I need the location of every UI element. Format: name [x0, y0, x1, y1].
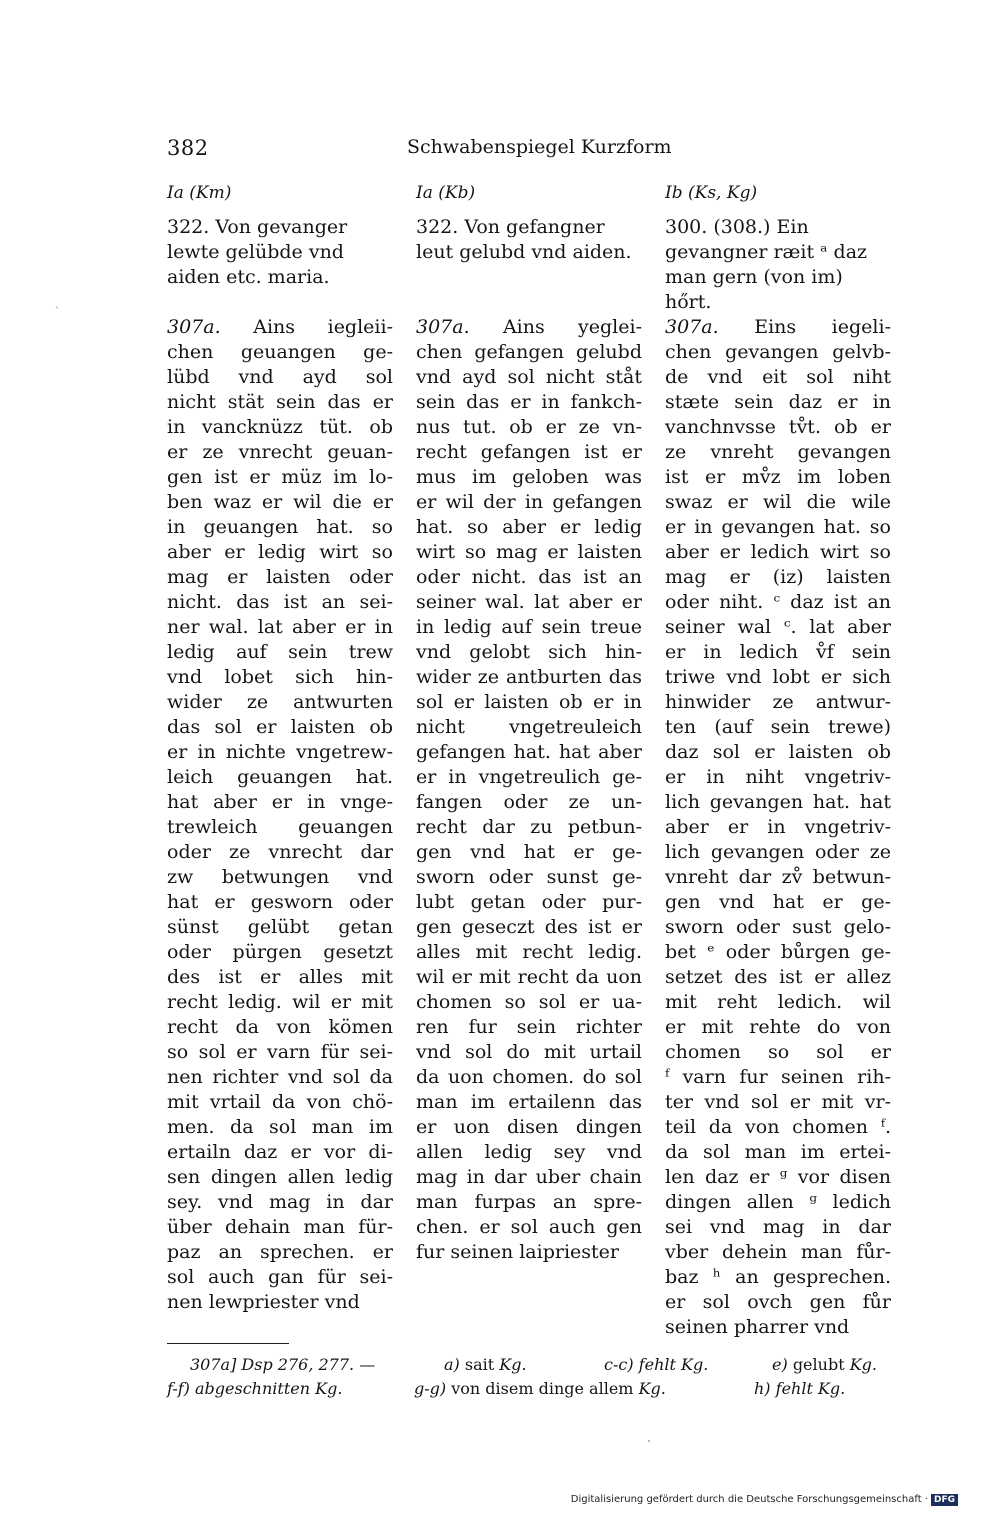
text-line: da uon chomen. do sol	[416, 1066, 642, 1088]
text-line: chen gefangen gelubd	[416, 341, 642, 363]
margin-tick: `	[55, 307, 60, 318]
text-line: er mit rehte do von	[665, 1016, 891, 1038]
text-line: stæte sein daz er in	[665, 391, 891, 413]
section-number: 307a.	[665, 316, 719, 338]
text-line: mit reht ledich. wil	[665, 991, 891, 1013]
footnote-ms: Kg.	[849, 1355, 877, 1374]
text-line: mag er (iz) laisten	[665, 566, 891, 588]
text-line: triwe vnd lobt er sich	[665, 666, 891, 688]
text-line: baz ʰ an gesprechen.	[665, 1266, 891, 1288]
heading-line: aiden etc. maria.	[167, 266, 330, 288]
text-line: in geuangen hat. so	[167, 516, 393, 538]
scan-dot	[648, 1440, 650, 1442]
footnote-text: von disem dinge allem	[451, 1379, 634, 1398]
text-line: wider ze antwurten	[167, 691, 393, 713]
text-line: bet ᵉ oder bůrgen ge-	[665, 941, 891, 963]
text-line: mag er laisten oder	[167, 566, 393, 588]
text-line: fur seinen laipriester	[416, 1241, 619, 1263]
text-line: lübd vnd ayd sol	[167, 366, 393, 388]
text-line: ertailn daz er vor di-	[167, 1141, 393, 1163]
chapter-heading	[167, 215, 393, 290]
text-line: ner wal. lat aber er in	[167, 616, 393, 638]
text-line: recht ledig. wil er mit	[167, 991, 393, 1013]
text-line: in ledig auf sein treue	[416, 616, 642, 638]
text-line: sen dingen allen ledig	[167, 1166, 393, 1188]
heading-line: 322. Von gefangner	[416, 216, 605, 238]
text-line: sol er laisten ob er in	[416, 691, 642, 713]
text-line: vnreht dar zv̊ betwun-	[665, 866, 891, 888]
heading-line: lewte gelübde vnd	[167, 241, 344, 263]
footnote-marker: c-c)	[604, 1355, 634, 1374]
text-line: setzet des ist er allez	[665, 966, 891, 988]
text-line: alles mit recht ledig.	[416, 941, 642, 963]
text-line: seiner wal. lat aber er	[416, 591, 642, 613]
text-line: vnd sol do mit urtail	[416, 1041, 642, 1063]
text-line: gen vnd hat er ge-	[665, 891, 891, 913]
text-line: leich geuangen hat.	[167, 766, 393, 788]
text-line: so sol er varn für sei-	[167, 1041, 393, 1063]
text-line: chomen so sol er ua-	[416, 991, 642, 1013]
section-number: 307a.	[167, 316, 221, 338]
footnote-source: 307a] Dsp 276, 277. —	[190, 1355, 376, 1374]
text-line: hat. so aber er ledig	[416, 516, 642, 538]
text-line: recht gefangen ist er	[416, 441, 642, 463]
text-line: sol auch gan für sei-	[167, 1266, 393, 1288]
text-line: gen vnd hat er ge-	[416, 841, 642, 863]
text-line: 307a. Eins iegeli-	[665, 316, 891, 338]
heading-line: hőrt.	[665, 291, 712, 313]
footnote-c	[604, 1355, 708, 1374]
text-line: lubt getan oder pur-	[416, 891, 642, 913]
text-line: er in ledich v̊f sein	[665, 641, 891, 663]
text-line: hinwider ze antwur-	[665, 691, 891, 713]
text-line: vber dehein man fůr-	[665, 1241, 891, 1263]
siglum: Ia (Km)	[167, 183, 232, 203]
text-line: er uon disen dingen	[416, 1116, 642, 1138]
text-line: seinen pharrer vnd	[665, 1316, 850, 1338]
text-line: lich gevangen hat. hat	[665, 791, 891, 813]
text-line: mus im geloben was	[416, 466, 642, 488]
footnote-text: gelubt	[792, 1355, 845, 1374]
text-line: teil da von chomen ᶠ.	[665, 1116, 891, 1138]
text-line: men. da sol man im	[167, 1116, 393, 1138]
heading-line: leut gelubd vnd aiden.	[416, 241, 632, 263]
text-line: gefangen hat. hat aber	[416, 741, 642, 763]
text-line: aber er ledich wirt so	[665, 541, 891, 563]
text-line: man im ertailenn das	[416, 1091, 642, 1113]
text-line: über dehain man für-	[167, 1216, 393, 1238]
credit-text: Digitalisierung gefördert durch die Deutsche Forschungsgemeinschaft ·	[570, 1494, 928, 1505]
text-line: in vancknüzz tüt. ob	[167, 416, 393, 438]
column-body	[416, 315, 642, 1265]
footnote-marker: h)	[754, 1379, 771, 1398]
text-line: ze vnreht gevangen	[665, 441, 891, 463]
chapter-heading	[665, 215, 891, 315]
text-line: seiner wal ᶜ. lat aber	[665, 616, 891, 638]
text-line: recht dar zu petbun-	[416, 816, 642, 838]
footnote-h	[754, 1379, 845, 1398]
heading-line: 322. Von gevanger	[167, 216, 348, 238]
text-line: swaz er wil die wile	[665, 491, 891, 513]
text-line: sei vnd mag in dar	[665, 1216, 891, 1238]
text-line: hat aber er in vnge-	[167, 791, 393, 813]
text-line: wirt so mag er laisten	[416, 541, 642, 563]
column-body	[665, 315, 891, 1340]
text-line: chomen so sol er	[665, 1041, 891, 1063]
footnote-a	[444, 1355, 527, 1374]
text-line: sworn oder sust gelo-	[665, 916, 891, 938]
text-line: er wil der in gefangen	[416, 491, 642, 513]
text-line: aber er ledig wirt so	[167, 541, 393, 563]
footnote-ms: Kg.	[638, 1379, 666, 1398]
text-line: aber er in vngetriv-	[665, 816, 891, 838]
text-line: vnd ayd sol nicht ståt	[416, 366, 642, 388]
siglum: Ia (Kb)	[416, 183, 476, 203]
text-line: mit vrtail da von chö-	[167, 1091, 393, 1113]
text-line: sey. vnd mag in dar	[167, 1191, 393, 1213]
text-line: ben waz er wil die er	[167, 491, 393, 513]
footnote-marker: g-g)	[414, 1379, 447, 1398]
text-line: dingen allen ᵍ ledich	[665, 1191, 891, 1213]
heading-line: man gern (von im)	[665, 266, 843, 288]
text-line: hat er gesworn oder	[167, 891, 393, 913]
text-line: gen geseczt des ist er	[416, 916, 642, 938]
text-line: ledig auf sein trew	[167, 641, 393, 663]
siglum: Ib (Ks, Kg)	[665, 183, 758, 203]
footnote-e	[772, 1355, 877, 1374]
text-line: len daz er ᵍ vor disen	[665, 1166, 891, 1188]
text-line: de vnd eit sol niht	[665, 366, 891, 388]
text-line: oder pürgen gesetzt	[167, 941, 393, 963]
chapter-heading	[416, 215, 642, 265]
text-line: da sol man im ertei-	[665, 1141, 891, 1163]
text-line: oder ze vnrecht dar	[167, 841, 393, 863]
text-line: fangen oder ze un-	[416, 791, 642, 813]
text-line: das sol er laisten ob	[167, 716, 393, 738]
text-line: er sol ovch gen fůr	[665, 1291, 891, 1313]
footnote-rule	[167, 1343, 289, 1344]
text-line: nus tut. ob er ze vn-	[416, 416, 642, 438]
heading-line: 300. (308.) Ein	[665, 216, 809, 238]
text-line: nicht vngetreuleich	[416, 716, 642, 738]
footnote-f: f-f) abgeschnitten Kg.	[167, 1379, 343, 1398]
text-line: lich gevangen oder ze	[665, 841, 891, 863]
text-line: wil er mit recht da uon	[416, 966, 642, 988]
text-line: ter vnd sol er mit vr-	[665, 1091, 891, 1113]
text-line: oder nicht. das ist an	[416, 566, 642, 588]
text-line: allen ledig sey vnd	[416, 1141, 642, 1163]
text-line: er in vngetreulich ge-	[416, 766, 642, 788]
text-line: vanchnvsse tv̊t. ob er	[665, 416, 891, 438]
text-line: er ze vnrecht geuan-	[167, 441, 393, 463]
text-line: sünst gelübt getan	[167, 916, 393, 938]
text-line: recht da von kömen	[167, 1016, 393, 1038]
footnote-g	[414, 1379, 666, 1398]
text-line: sworn oder sunst ge-	[416, 866, 642, 888]
text-line: vnd gelobt sich hin-	[416, 641, 642, 663]
text-line: des ist er alles mit	[167, 966, 393, 988]
text-line: chen. er sol auch gen	[416, 1216, 642, 1238]
text-line: ren fur sein richter	[416, 1016, 642, 1038]
footnote-text: fehlt Kg.	[638, 1355, 709, 1374]
text-line: nicht stät sein das er	[167, 391, 393, 413]
dfg-logo: DFG	[931, 1494, 958, 1506]
footnote-ms: Kg.	[499, 1355, 527, 1374]
text-line: man furpas an spre-	[416, 1191, 642, 1213]
text-line: chen gevangen gelvb-	[665, 341, 891, 363]
text-line: nicht. das ist an sei-	[167, 591, 393, 613]
footnote-text: fehlt Kg.	[775, 1379, 846, 1398]
text-line: wider ze antburten das	[416, 666, 642, 688]
text-line: vnd lobet sich hin-	[167, 666, 393, 688]
heading-line: gevangner ræit ᵃ daz	[665, 241, 868, 263]
page-number: 382	[167, 136, 209, 160]
credit-line	[571, 1494, 958, 1506]
text-line: trewleich geuangen	[167, 816, 393, 838]
text-line: paz an sprechen. er	[167, 1241, 393, 1263]
text-line: nen richter vnd sol da	[167, 1066, 393, 1088]
text-line: 307a. Ains iegleii-	[167, 316, 393, 338]
text-line: er in nichte vngetrew-	[167, 741, 393, 763]
text-line: er in niht vngetriv-	[665, 766, 891, 788]
column-body	[167, 315, 393, 1315]
text-line: er in gevangen hat. so	[665, 516, 891, 538]
text-line: nen lewpriester vnd	[167, 1291, 360, 1313]
text-line: ten (auf sein trewe)	[665, 716, 891, 738]
text-line: oder niht. ᶜ daz ist an	[665, 591, 891, 613]
running-title: Schwabenspiegel Kurzform	[407, 136, 672, 158]
footnote-text: sait	[464, 1355, 495, 1374]
footnote-marker: e)	[772, 1355, 788, 1374]
section-number: 307a.	[416, 316, 470, 338]
text-line: sein das er in fankch-	[416, 391, 642, 413]
text-line: ist er mv̊z im loben	[665, 466, 891, 488]
text-line: 307a. Ains yeglei-	[416, 316, 642, 338]
text-line: chen geuangen ge-	[167, 341, 393, 363]
text-line: daz sol er laisten ob	[665, 741, 891, 763]
text-line: zw betwungen vnd	[167, 866, 393, 888]
text-line: gen ist er müz im lo-	[167, 466, 393, 488]
text-line: mag in dar uber chain	[416, 1166, 642, 1188]
text-line: ᶠ varn fur seinen rih-	[665, 1066, 891, 1088]
footnote-marker: a)	[444, 1355, 460, 1374]
